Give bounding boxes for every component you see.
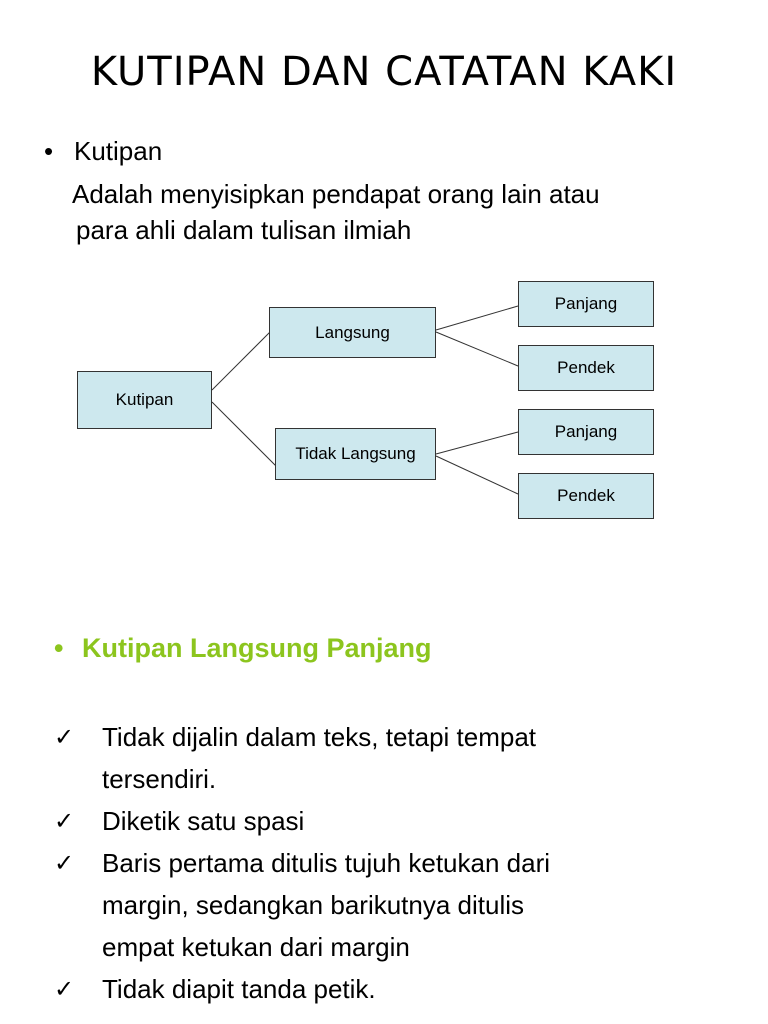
checklist-item-line: tersendiri. xyxy=(102,764,217,794)
connector-root-langsung xyxy=(212,332,270,390)
checklist-item xyxy=(54,800,744,842)
checklist-item-line: Baris pertama ditulis tujuh ketukan dari xyxy=(102,848,551,878)
node-tidak-langsung: Tidak Langsung xyxy=(275,428,436,480)
checkmark-icon: ✓ xyxy=(54,807,75,835)
checkmark-icon: ✓ xyxy=(54,723,75,751)
checklist-item-line: empat ketukan dari margin xyxy=(102,932,410,962)
node-kutipan-root: Kutipan xyxy=(77,371,212,429)
subheading-kutipan-langsung-panjang xyxy=(54,630,432,666)
node-langsung-pendek: Pendek xyxy=(518,345,654,391)
connector-tidak-langsung-pendek xyxy=(436,456,518,494)
rules-checklist xyxy=(54,716,744,1010)
bullet-label: Kutipan xyxy=(74,136,163,166)
definition-line-1: Adalah menyisipkan pendapat orang lain atau xyxy=(72,179,600,209)
node-tidak-langsung-panjang: Panjang xyxy=(518,409,654,455)
connector-root-tidak-langsung xyxy=(212,402,276,466)
connector-langsung-panjang xyxy=(436,306,518,330)
subheading-label: Kutipan Langsung Panjang xyxy=(82,633,432,663)
checklist-item-line: Tidak diapit tanda petik. xyxy=(102,974,376,1004)
node-langsung-panjang: Panjang xyxy=(518,281,654,327)
checklist-item xyxy=(54,716,744,800)
bullet-kutipan xyxy=(44,135,162,167)
bullet-marker: • xyxy=(44,136,54,166)
checklist-item-line: Diketik satu spasi xyxy=(102,806,305,836)
subheading-marker: • xyxy=(54,633,64,663)
connector-tidak-langsung-panjang xyxy=(436,432,518,454)
node-langsung: Langsung xyxy=(269,307,436,358)
checklist-item xyxy=(54,842,744,968)
kutipan-tree-diagram xyxy=(0,270,768,540)
definition-text xyxy=(72,176,712,248)
checklist-item xyxy=(54,968,744,1010)
definition-line-2: para ahli dalam tulisan ilmiah xyxy=(76,215,412,245)
checkmark-icon: ✓ xyxy=(54,849,75,877)
checklist-item-line: Tidak dijalin dalam teks, tetapi tempat xyxy=(102,722,537,752)
connector-langsung-pendek xyxy=(436,332,518,366)
checkmark-icon: ✓ xyxy=(54,975,75,1003)
slide-title: KUTIPAN DAN CATATAN KAKI xyxy=(90,49,678,95)
checklist-item-line: margin, sedangkan barikutnya ditulis xyxy=(102,890,525,920)
node-tidak-langsung-pendek: Pendek xyxy=(518,473,654,519)
